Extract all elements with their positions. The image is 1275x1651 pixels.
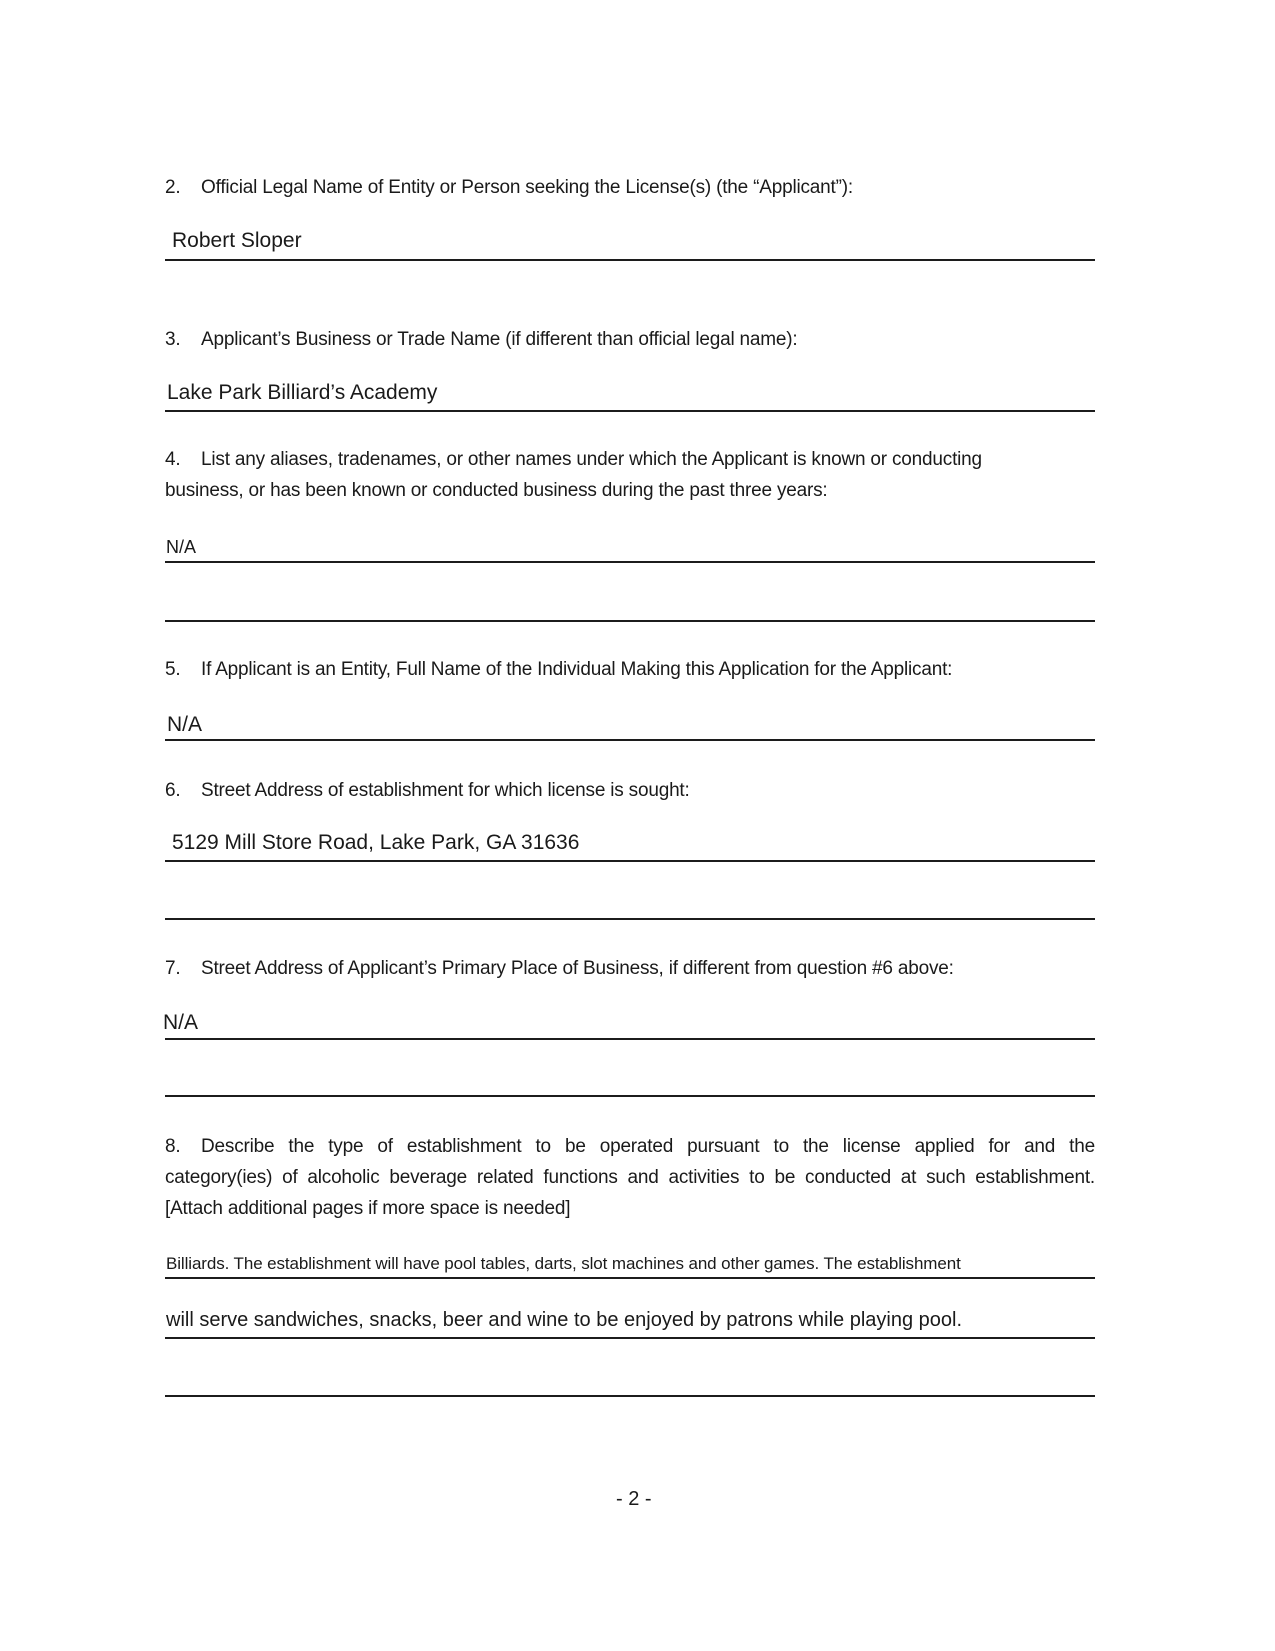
question-6-label [165,780,690,802]
question-text: Applicant’s Business or Trade Name (if different than official legal name): [201,329,798,350]
question-number: 6. [165,780,181,801]
question-4-label-line-2: business, or has been known or conducted business during the past three years: [165,480,828,501]
answer-underline [165,410,1095,412]
answer-underline [165,259,1095,261]
question-text: If Applicant is an Entity, Full Name of the Individual Making this Application for the Applicant: [201,659,953,680]
question-text: Official Legal Name of Entity or Person seeking the License(s) (the “Applicant”): [201,177,853,198]
question-number: 3. [165,329,181,350]
question-8-label-line-2: category(ies) of alcoholic beverage related functions and activities to be conducted at such establishment. [165,1167,1095,1188]
answer-underline [165,1277,1095,1279]
establishment-address-line-2[interactable] [165,918,1095,920]
individual-name-field[interactable]: N/A [167,713,203,736]
primary-business-address-line-2[interactable] [165,1095,1095,1097]
question-3-label [165,329,798,351]
trade-name-field[interactable]: Lake Park Billiard’s Academy [167,381,438,404]
question-5-label [165,659,952,681]
question-number: 5. [165,659,181,680]
question-number: 4. [165,449,181,470]
question-8-label-line-3: [Attach additional pages if more space is needed] [165,1198,571,1219]
establishment-description-line-1[interactable]: Billiards. The establishment will have pool tables, darts, slot machines and other games. The establishment [166,1254,961,1273]
answer-underline [165,860,1095,862]
answer-underline [165,1038,1095,1040]
aliases-field-line-2[interactable] [165,620,1095,622]
question-8-label [165,1131,1095,1224]
establishment-address-field[interactable]: 5129 Mill Store Road, Lake Park, GA 31636 [172,831,580,854]
primary-business-address-field[interactable]: N/A [163,1011,199,1034]
aliases-field[interactable]: N/A [166,537,197,557]
answer-underline [165,561,1095,563]
question-number: 7. [165,958,181,979]
establishment-description-line-3[interactable] [165,1395,1095,1397]
question-number: 8. [165,1136,181,1157]
page-number: - 2 - [616,1488,652,1510]
question-7-label [165,958,954,980]
establishment-description-line-2[interactable]: will serve sandwiches, snacks, beer and wine to be enjoyed by patrons while playing pool. [166,1309,963,1331]
question-2-label [165,177,853,199]
applicant-legal-name-field[interactable]: Robert Sloper [172,229,302,252]
answer-underline [165,1337,1095,1339]
question-8-label-line-1: 8. Describe the type of establishment to be operated pursuant to the license applied for and the [165,1131,1095,1162]
answer-underline [165,739,1095,741]
question-text: Street Address of establishment for which license is sought: [201,780,690,801]
question-text: List any aliases, tradenames, or other names under which the Applicant is known or conducting [201,449,982,470]
question-number: 2. [165,177,181,198]
question-4-label-line-1 [165,449,982,471]
question-text: Street Address of Applicant’s Primary Place of Business, if different from question #6 above: [201,958,954,979]
